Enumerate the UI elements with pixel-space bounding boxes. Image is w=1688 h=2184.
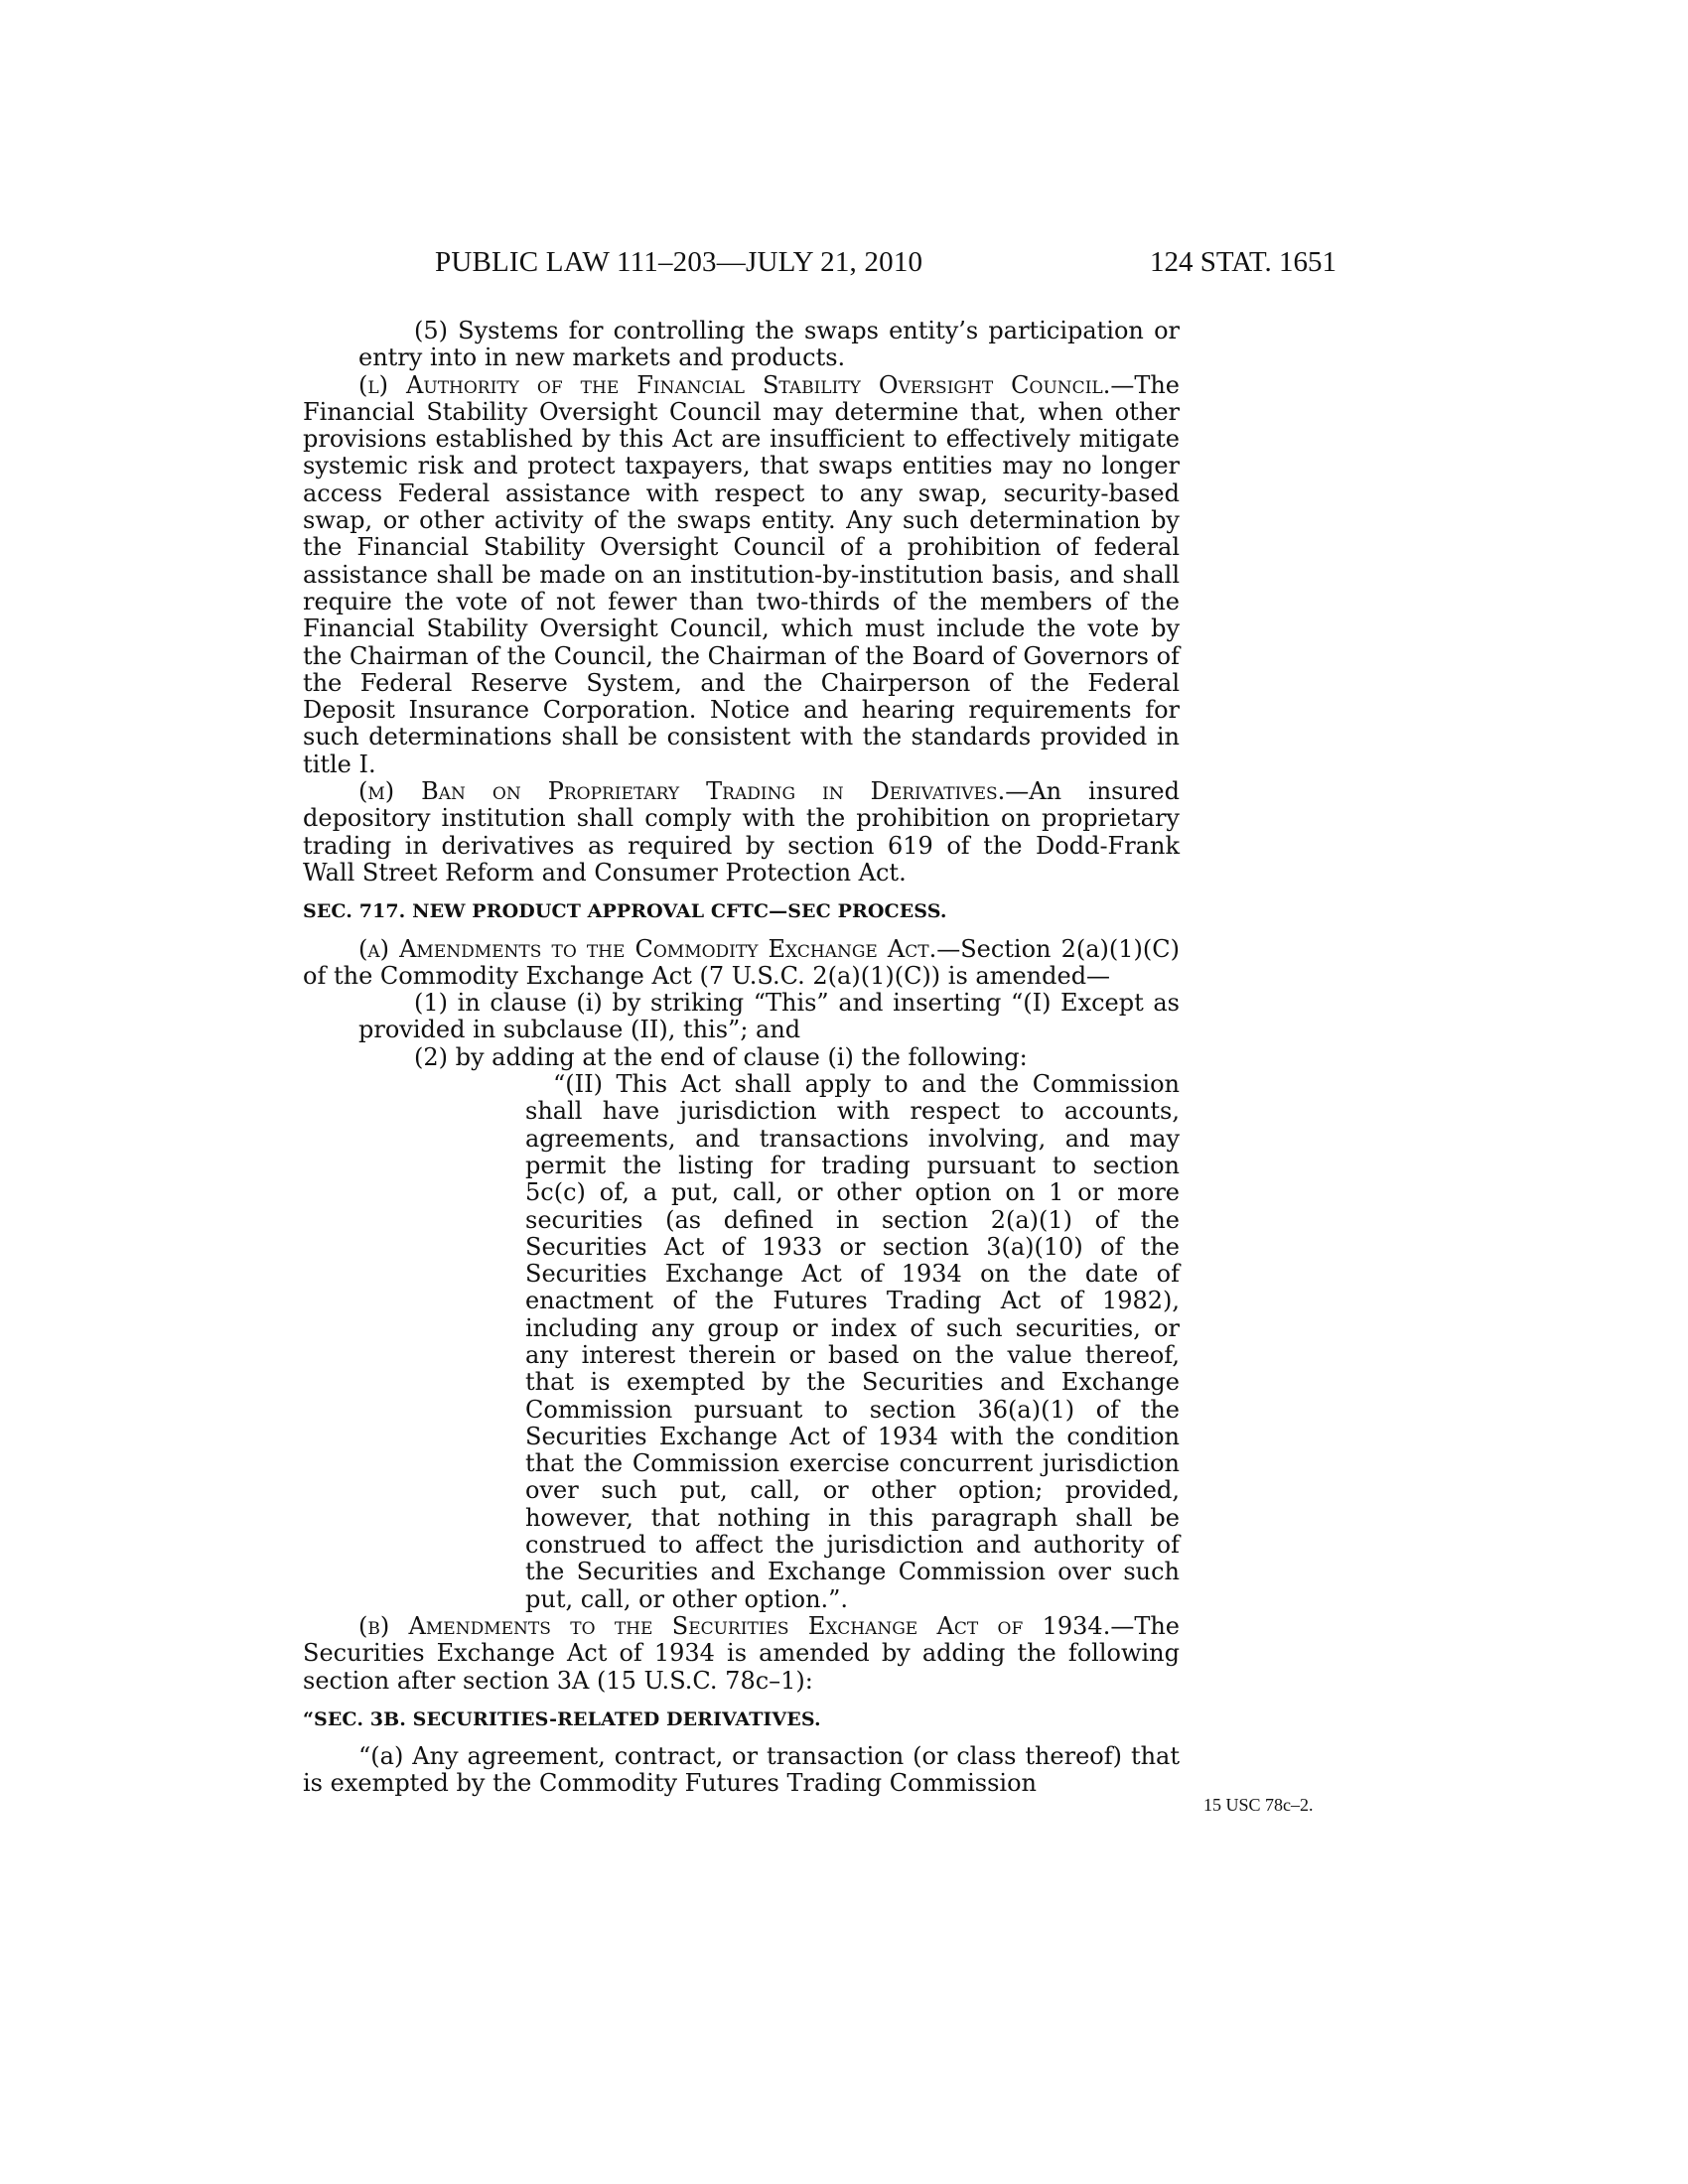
paragraph-a-text: —Section 2(a)(1)(C) of the Commodity Exchange Act (7 U.S.C. 2(a)(1)(C)) is amended— [303,934,1180,990]
body-column [303,318,1180,1798]
paragraph-a-cea-amendments [303,936,1180,991]
paragraph-a-heading: (a) Amendments to the Commodity Exchange Act. [358,934,937,963]
paragraph-m-text: —An insured depository institution shall comply with the prohibition on proprietary trading in derivatives as required by section 619 of the Dodd-Frank Wall Street Reform and Consumer Protection Act. [303,777,1180,887]
paragraph-b-sea-amendments [303,1613,1180,1695]
margin-citation-note: 15 USC 78c–2. [1203,1795,1314,1815]
quoted-subclause-ii: “(II) This Act shall apply to and the Commission shall have jurisdiction with respect to accounts, agreements, and transactions involving, and may permit the listing for trading pursuant to section 5c(c) of, a put, call, or other option on 1 or more securities (as defined in section 2(a)(1) of the Securities Act of 1933 or section 3(a)(10) of the Securities Exchange Act of 1934 on the date of enactment of the Futures Trading Act of 1982), including any group or index of such securities, or any interest therein or based on the value thereof, that is exempted by the Securities and Exchange Commission pursuant to section 36(a)(1) of the Securities Exchange Act of 1934 with the condition that the Commission exercise concurrent jurisdiction over such put, call, or other option; provided, however, that nothing in this paragraph shall be construed to affect the jurisdiction and authority of the Securities and Exchange Commission over such put, call, or other option.”. [525,1070,1180,1613]
clause-1-striking: (1) in clause (i) by striking “This” and inserting “(I) Except as provided in subclause (II), this”; and [358,989,1180,1044]
paragraph-5-systems: (5) Systems for controlling the swaps entity’s participation or entry into in new markets and products. [358,317,1180,372]
running-header-stat-page: 124 STAT. 1651 [1150,246,1337,278]
paragraph-m-proprietary-trading [303,778,1180,887]
paragraph-m-heading: (m) Ban on Proprietary Trading in Derivatives. [358,777,1006,806]
section-717-heading: SEC. 717. NEW PRODUCT APPROVAL CFTC—SEC PROCESS. [303,900,947,923]
paragraph-b-text: —The Securities Exchange Act of 1934 is amended by adding the following section after section 3A (15 U.S.C. 78c–1): [303,1611,1180,1695]
clause-2-adding: (2) by adding at the end of clause (i) the following: [414,1042,1028,1071]
running-header-title: PUBLIC LAW 111–203—JULY 21, 2010 [435,246,923,278]
paragraph-l-text: —The Financial Stability Oversight Council may determine that, when other provisions established by this Act are insufficient to effectively mitigate systemic risk and protect taxpayers, that swaps entities may no longer access Federal assistance with respect to any swap, security-based swap, or other activity of the swaps entity. Any such determination by the Financial Stability Oversight Council of a prohibition of federal assistance shall be made on an institution-by-institution basis, and shall require the vote of not fewer than two-thirds of the members of the Financial Stability Oversight Council, which must include the vote by the Chairman of the Council, the Chairman of the Board of Governors of the Federal Reserve System, and the Chairperson of the Federal Deposit Insurance Corporation. Notice and hearing requirements for such determinations shall be consistent with the standards provided in title I. [303,370,1180,778]
paragraph-3b-a: “(a) Any agreement, contract, or transaction (or class thereof) that is exempted by the Commodity Futures Trading Commission [303,1742,1180,1798]
section-3b-heading: “SEC. 3B. SECURITIES-RELATED DERIVATIVES. [303,1707,821,1730]
paragraph-b-heading: (b) Amendments to the Securities Exchange Act of 1934. [358,1611,1111,1640]
paragraph-l-heading: (l) Authority of the Financial Stability Oversight Council. [358,370,1111,399]
paragraph-l-fsoc-authority [303,372,1180,778]
